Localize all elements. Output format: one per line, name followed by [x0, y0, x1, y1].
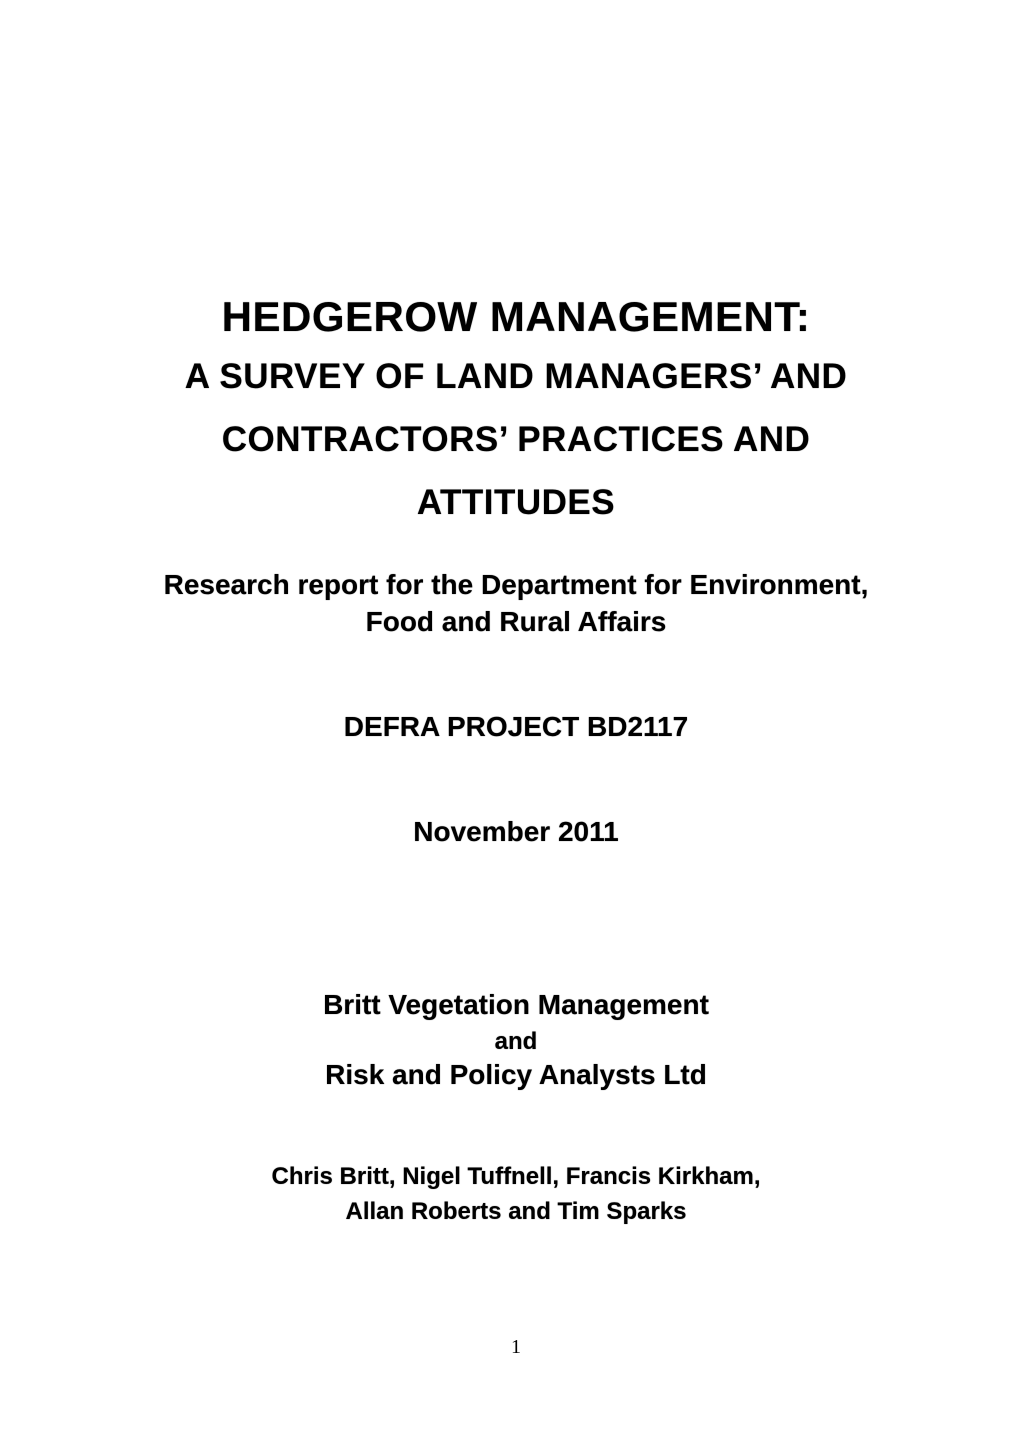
report-for-line-2: Food and Rural Affairs — [365, 606, 667, 637]
subtitle-line-1: A SURVEY OF LAND MANAGERS’ AND — [184, 357, 848, 396]
project-code: DEFRA PROJECT BD2117 — [343, 711, 689, 742]
authors — [0, 1159, 1020, 1229]
page-number: 1 — [511, 1336, 521, 1358]
page-title: HEDGEROW MANAGEMENT: — [221, 293, 811, 340]
report-for-line-1: Research report for the Department for Environment, — [163, 569, 869, 600]
authors-line-2: Allan Roberts and Tim Sparks — [345, 1198, 687, 1225]
organisation-conjunction: and — [494, 1028, 538, 1055]
page-subtitle — [0, 345, 1020, 534]
subtitle-line-2: CONTRACTORS’ PRACTICES AND — [221, 420, 811, 459]
organisation-primary: Britt Vegetation Management — [323, 989, 709, 1020]
authors-line-1: Chris Britt, Nigel Tuffnell, Francis Kirkham, — [271, 1163, 761, 1190]
organisation-secondary: Risk and Policy Analysts Ltd — [325, 1059, 707, 1090]
subtitle-line-3: ATTITUDES — [416, 483, 616, 522]
report-date: November 2011 — [413, 816, 619, 847]
report-for-statement — [0, 566, 1020, 640]
